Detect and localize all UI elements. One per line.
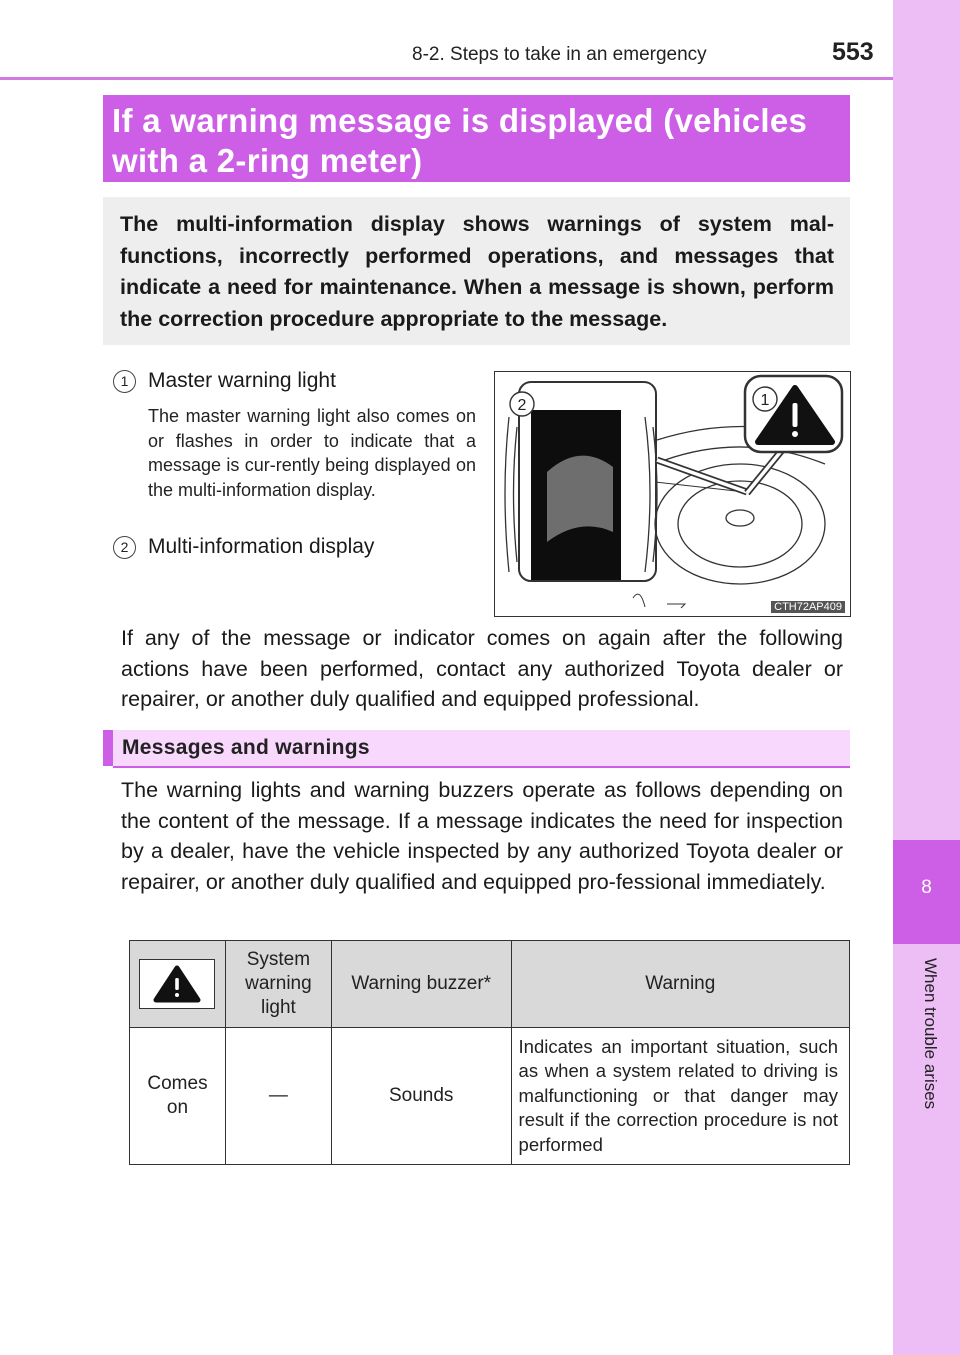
figure-code: CTH72AP409 [771,601,845,613]
table-header-row [130,941,850,1028]
table-cell-system-light: — [225,1028,331,1165]
header-rule [0,77,893,80]
callout-1: 1 [760,392,770,409]
table-header-warning: Warning [511,941,849,1028]
table-row [130,1028,850,1165]
item-number-1: 1 [113,370,136,393]
sub-heading-text: Messages and warnings [122,736,370,759]
chapter-number: 8 [921,877,932,898]
main-heading-text: If a warning message is displayed (vehicles with a 2-ring meter) [112,102,808,179]
messages-table [129,940,850,1165]
chapter-title: When trouble arises [921,958,940,1110]
section-label: 8-2. Steps to take in an emergency [412,44,707,65]
intro-box [103,197,850,345]
paragraph-contact-dealer: If any of the message or indicator comes on again after the following actions have been performed, contact any authorized Toyota dealer or repairer, or another duly qualified and equipped professional. [121,626,843,711]
sub-heading-rule [113,766,850,768]
table-cell-icon-state: Comes on [130,1028,226,1165]
item-title-2: Multi-information display [148,535,375,558]
table-header-buzzer: Warning buzzer* [331,941,511,1028]
dashboard-drawing [495,372,850,616]
table-cell-warning: Indicates an important situation, such as when a system related to driving is malfunctioning or that danger may result if the correction procedure is not performed [511,1028,849,1165]
callout-2: 2 [517,397,527,414]
warning-triangle-icon [139,959,215,1009]
page-number: 553 [832,38,874,66]
intro-text: The multi-information display shows warnings of system mal-functions, incorrectly performed operations, and messages that indicate a need for maintenance. When a message is shown, perform the correction procedure appropriate to the message. [120,212,834,331]
table-cell-buzzer: Sounds [331,1028,511,1165]
item-description-1: The master warning light also comes on or flashes in order to indicate that a message is cur-rently being displayed on the multi-information display. [148,406,476,500]
item-title-1: Master warning light [148,369,336,392]
sub-heading [103,730,850,766]
table-header-icon [130,941,226,1028]
paragraph-warning-behavior: The warning lights and warning buzzers operate as follows depending on the content of the message. If a message indicates the need for inspection by a dealer, have the vehicle inspected by any authorized Toyota dealer or repairer, or another duly qualified and equipped pro-fessional immediately. [121,778,843,894]
item-number-2: 2 [113,536,136,559]
table-header-system-light: System warning light [225,941,331,1028]
side-tab [893,0,960,1355]
main-heading [103,95,850,182]
dashboard-illustration [494,371,851,617]
